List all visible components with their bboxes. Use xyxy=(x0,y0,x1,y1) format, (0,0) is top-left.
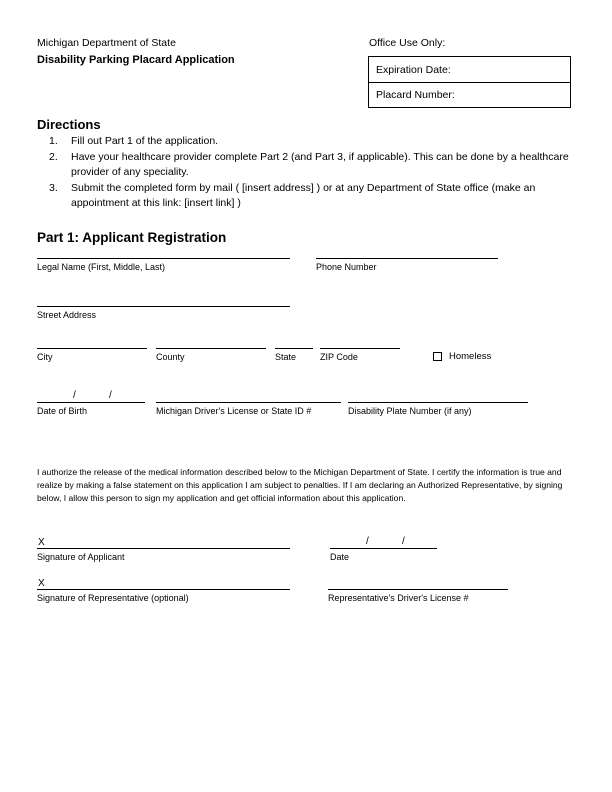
zip-code-rule[interactable] xyxy=(320,348,400,349)
license-id-label: Michigan Driver's License or State ID # xyxy=(156,406,312,416)
form-title: Disability Parking Placard Application xyxy=(37,54,235,66)
street-address-label: Street Address xyxy=(37,310,97,320)
legal-name-label: Legal Name (First, Middle, Last) xyxy=(37,262,166,272)
phone-number-field[interactable] xyxy=(316,258,498,273)
license-id-rule[interactable] xyxy=(156,402,341,403)
homeless-label: Homeless xyxy=(449,351,492,362)
homeless-checkbox-group[interactable] xyxy=(433,351,491,362)
authorization-paragraph: I authorize the release of the medical information described below to the Michigan Department of State. I certify the information is true and realize by making a false statement on this application I am subject to penalties. If I am declaring an Authorized Representative, by signing below, I allow this person to sign my application and get official information about this application. xyxy=(37,467,563,504)
city-rule[interactable] xyxy=(37,348,147,349)
signature-representative-label: Signature of Representative (optional) xyxy=(37,593,189,603)
phone-number-label: Phone Number xyxy=(316,262,377,272)
office-use-label: Office Use Only: xyxy=(369,37,446,49)
placard-number-label: Placard Number: xyxy=(376,89,455,101)
representative-license-rule[interactable] xyxy=(328,589,508,590)
license-id-field[interactable] xyxy=(156,402,341,417)
street-address-field[interactable] xyxy=(37,306,290,321)
state-field[interactable] xyxy=(275,348,313,363)
plate-number-field[interactable] xyxy=(348,402,528,417)
county-field[interactable] xyxy=(156,348,266,363)
directions-heading: Directions xyxy=(37,117,101,132)
date-of-birth-label: Date of Birth xyxy=(37,406,88,416)
signature-representative-field[interactable] xyxy=(37,578,290,604)
signature-applicant-label: Signature of Applicant xyxy=(37,552,125,562)
state-label: State xyxy=(275,352,297,362)
county-rule[interactable] xyxy=(156,348,266,349)
direction-number-1: 1. xyxy=(49,135,58,147)
dob-slash-1: / xyxy=(73,390,76,401)
signature-representative-rule[interactable] xyxy=(37,578,290,590)
date-slash-2: / xyxy=(402,536,405,547)
signature-applicant-field[interactable] xyxy=(37,537,290,563)
date-field[interactable] xyxy=(330,536,437,563)
date-of-birth-field[interactable] xyxy=(37,390,145,417)
expiration-date-label: Expiration Date: xyxy=(376,63,451,76)
homeless-checkbox[interactable] xyxy=(433,352,442,361)
expiration-date-row[interactable] xyxy=(369,57,570,82)
direction-item-2 xyxy=(37,150,575,181)
signature-x-marker-representative: X xyxy=(38,578,45,589)
city-label: City xyxy=(37,352,53,362)
placard-number-row[interactable] xyxy=(369,82,570,107)
legal-name-rule[interactable] xyxy=(37,258,290,259)
city-field[interactable] xyxy=(37,348,147,363)
direction-text-1: Fill out Part 1 of the application. xyxy=(71,135,219,147)
street-address-rule[interactable] xyxy=(37,306,290,307)
direction-text-3: Submit the completed form by mail ( [insert address] ) or at any Department of State office (make an appointment at this link: [insert link] ) xyxy=(71,181,536,210)
phone-number-rule[interactable] xyxy=(316,258,498,259)
legal-name-field[interactable] xyxy=(37,258,290,273)
direction-number-3: 3. xyxy=(49,181,58,194)
date-label: Date xyxy=(330,552,350,562)
direction-number-2: 2. xyxy=(49,150,58,163)
representative-license-field[interactable] xyxy=(328,589,508,604)
county-label: County xyxy=(156,352,185,362)
state-rule[interactable] xyxy=(275,348,313,349)
zip-code-field[interactable] xyxy=(320,348,400,363)
plate-number-rule[interactable] xyxy=(348,402,528,403)
directions-list xyxy=(37,134,575,212)
office-use-box xyxy=(368,56,571,108)
direction-text-2: Have your healthcare provider complete Part 2 (and Part 3, if applicable). This can be done by a healthcare provider of any speciality. xyxy=(71,150,569,179)
representative-license-label: Representative's Driver's License # xyxy=(328,593,469,603)
date-slash-1: / xyxy=(366,536,369,547)
zip-code-label: ZIP Code xyxy=(320,352,358,362)
signature-applicant-rule[interactable] xyxy=(37,537,290,549)
part1-heading: Part 1: Applicant Registration xyxy=(37,230,227,245)
direction-item-1 xyxy=(37,134,575,150)
dob-slash-2: / xyxy=(109,390,112,401)
direction-item-3 xyxy=(37,181,575,212)
agency-name: Michigan Department of State xyxy=(37,37,176,49)
date-of-birth-rule[interactable] xyxy=(37,390,145,403)
plate-number-label: Disability Plate Number (if any) xyxy=(348,406,472,416)
date-rule[interactable] xyxy=(330,536,437,549)
signature-x-marker-applicant: X xyxy=(38,537,45,548)
